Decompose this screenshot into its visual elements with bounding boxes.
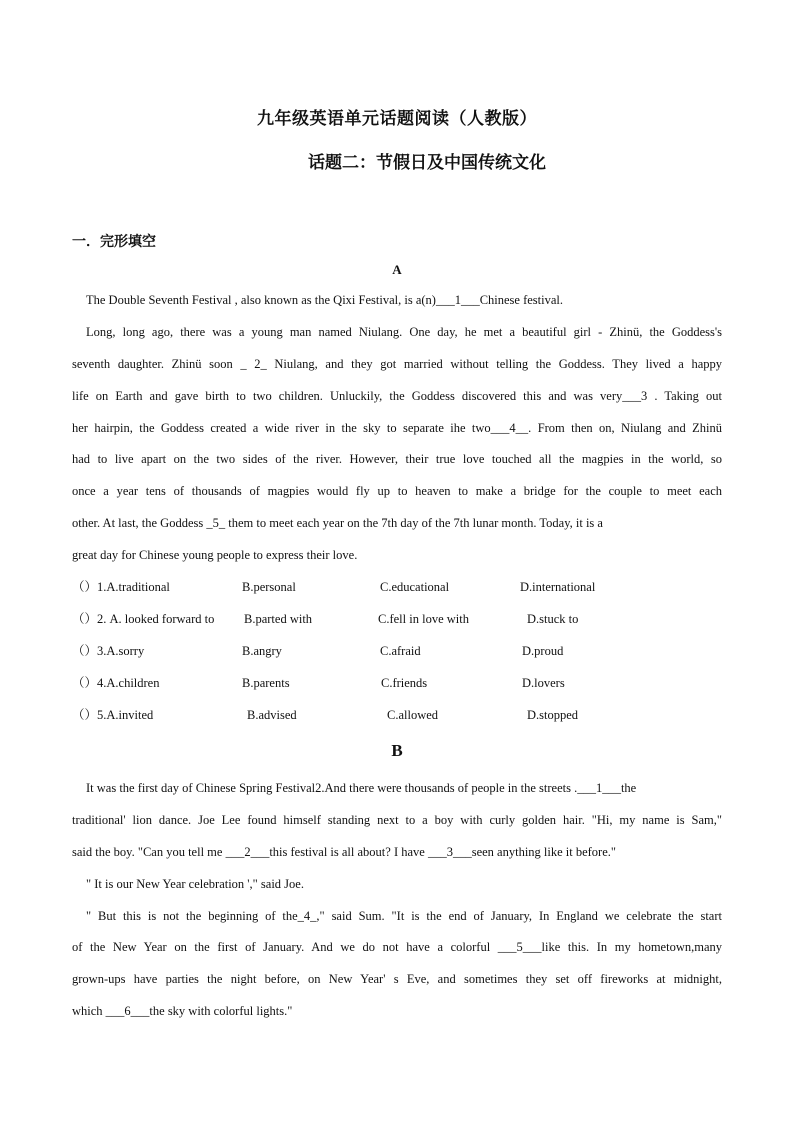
passage-line: life on Earth and gave birth to two children. Unluckily, the Goddess discovered this and was very___3 . Taking out (72, 388, 722, 403)
passage-line: grown-ups have parties the night before, on New Year' s Eve, and sometimes they set off fireworks at midnight, (72, 972, 722, 987)
option-c: C.friends (381, 675, 428, 690)
passage-b-label: B (391, 741, 403, 760)
question-row (72, 700, 722, 732)
option-b: B.personal (242, 580, 296, 594)
passage-line: Long, long ago, there was a young man named Niulang. One day, he met a beautiful girl - Zhinü, the Goddess's (86, 324, 722, 339)
passage-line: It was the first day of Chinese Spring Festival2.And there were thousands of people in the streets .___1___the (86, 781, 637, 795)
option-b: B.parted with (244, 611, 313, 626)
question-row (72, 636, 722, 668)
option-d: D.stuck to (527, 611, 579, 626)
document-title: 九年级英语单元话题阅读（人教版） (257, 109, 537, 128)
passage-line: of the New Year on the first of January. And we do not have a colorful ___5___like this. In my hometown,many (72, 940, 722, 955)
option-d: D.lovers (522, 675, 565, 690)
passage-a-label: A (392, 262, 402, 277)
question-number-option-a: （）5.A.invited (72, 707, 154, 722)
option-c: C.educational (380, 580, 450, 594)
option-c: C.fell in love with (378, 611, 469, 626)
passage-b-text (72, 773, 722, 1028)
question-row (72, 572, 722, 604)
passage-line: which ___6___the sky with colorful lights." (72, 1004, 293, 1019)
question-number-option-a: （）4.A.children (72, 675, 160, 690)
passage-line: traditional' lion dance. Joe Lee found himself standing next to a boy with curly golden hair. "Hi, my name is Sam," (72, 812, 722, 827)
question-number-option-a: （）1.A.traditional (72, 580, 170, 594)
option-d: D.stopped (527, 707, 579, 722)
document-subtitle: 话题二：节假日及中国传统文化 (308, 153, 546, 172)
option-b: B.advised (247, 707, 297, 722)
option-c: C.afraid (380, 643, 421, 658)
passage-line: her hairpin, the Goddess created a wide river in the sky to separate ihe two___4__. From then on, Niulang and Zhinü (72, 420, 722, 435)
passage-line: once a year tens of thousands of magpies would fly up to heaven to make a bridge for the couple to meet each (72, 484, 722, 499)
option-b: B.parents (242, 675, 290, 690)
question-number-option-a: （）3.A.sorry (72, 643, 145, 658)
passage-line: seventh daughter. Zhinü soon _ 2_ Niulang, and they got married without telling the Goddess. They lived a happy (72, 356, 722, 371)
passage-line: had to live apart on the two sides of the river. However, their true love touched all the magpies in the world, so (72, 452, 722, 467)
passage-a-options (72, 572, 722, 731)
question-row (72, 604, 722, 636)
passage-line: " But this is not the beginning of the_4_," said Sum. "It is the end of January, In England we celebrate the start (86, 908, 722, 923)
passage-line: other. At last, the Goddess _5_ them to meet each year on the 7th day of the 7th lunar month. Today, it is a (72, 516, 603, 531)
option-d: D.proud (522, 643, 564, 658)
option-c: C.allowed (387, 707, 439, 722)
passage-line: The Double Seventh Festival , also known as the Qixi Festival, is a(n)___1___Chinese festival. (86, 293, 564, 307)
question-number-option-a: （）2. A. looked forward to (72, 611, 215, 626)
question-row (72, 668, 722, 700)
option-b: B.angry (242, 643, 282, 658)
passage-line: said the boy. "Can you tell me ___2___this festival is all about? I have ___3___seen anything like it before." (72, 844, 617, 859)
section-heading: 一．完形填空 (72, 235, 156, 250)
passage-line: " It is our New Year celebration '," said Joe. (86, 876, 304, 891)
passage-a-text (72, 285, 722, 572)
option-d: D.international (520, 580, 596, 594)
passage-line: great day for Chinese young people to express their love. (72, 548, 358, 563)
